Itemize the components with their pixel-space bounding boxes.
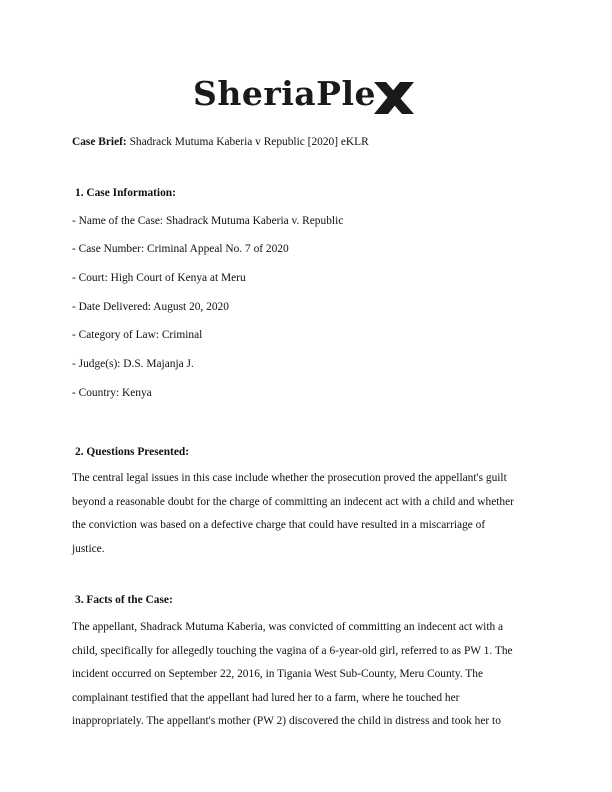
- section-heading-questions-presented: 2. Questions Presented:: [75, 446, 190, 458]
- paragraph-line: incident occurred on September 22, 2016, in Tigania West Sub-County, Meru County. The: [72, 668, 483, 681]
- case-info-item: - Category of Law: Criminal: [72, 329, 203, 341]
- paragraph-line: The central legal issues in this case include whether the prosecution proved the appellant's guilt: [72, 472, 507, 484]
- section-heading-case-information: 1. Case Information:: [75, 187, 176, 199]
- case-brief-label: Case Brief:: [72, 136, 127, 148]
- paragraph-line: inappropriately. The appellant's mother (PW 2) discovered the child in distress and took her to: [72, 715, 501, 728]
- facts-paragraph: [72, 616, 552, 734]
- sheriaplex-logo: [0, 74, 612, 124]
- case-info-item: - Date Delivered: August 20, 2020: [72, 301, 229, 313]
- paragraph-line: beyond a reasonable doubt for the charge of committing an indecent act with a child and whether: [72, 495, 514, 508]
- case-info-item: - Judge(s): D.S. Majanja J.: [72, 358, 194, 370]
- logo-x-mark: [372, 78, 416, 118]
- case-brief-title: [72, 135, 369, 149]
- paragraph-line: justice.: [72, 542, 105, 555]
- case-info-item: - Court: High Court of Kenya at Meru: [72, 272, 246, 284]
- logo-wordmark: SheriaPle: [193, 74, 376, 113]
- case-brief-name: Shadrack Mutuma Kaberia v Republic [2020] eKLR: [129, 136, 369, 148]
- paragraph-line: The appellant, Shadrack Mutuma Kaberia, was convicted of committing an indecent act with a: [72, 621, 504, 633]
- case-info-item: - Case Number: Criminal Appeal No. 7 of 2020: [72, 243, 289, 255]
- section-heading-facts: 3. Facts of the Case:: [75, 594, 173, 606]
- paragraph-line: complainant testified that the appellant had lured her to a farm, where he touched her: [72, 691, 460, 704]
- questions-paragraph: [72, 467, 552, 561]
- case-info-item: - Country: Kenya: [72, 387, 152, 399]
- paragraph-line: child, specifically for allegedly touching the vagina of a 6-year-old girl, referred to as PW 1. The: [72, 644, 513, 657]
- paragraph-line: the conviction was based on a defective charge that could have resulted in a miscarriage of: [72, 519, 486, 532]
- case-info-item: - Name of the Case: Shadrack Mutuma Kaberia v. Republic: [72, 215, 344, 227]
